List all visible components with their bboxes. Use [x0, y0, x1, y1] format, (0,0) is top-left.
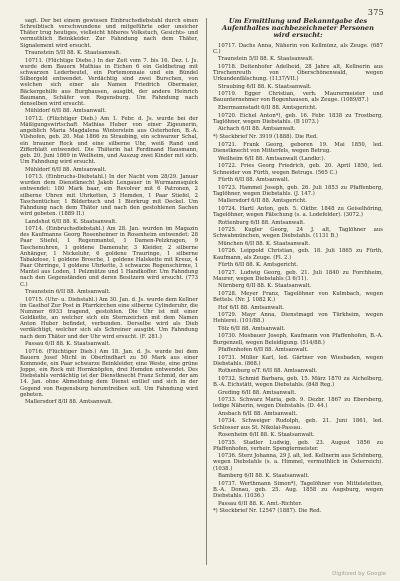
notice-entry: Straubing 6/II 88. K. Staatsanwalt. [218, 83, 312, 90]
notice-entry: München 6/II 88. K. Staatsanwalt. [218, 240, 310, 247]
notice-entry: 10729. Mayr Anna, Dienstmagd von Türkheim, wegen Hehlerei. (101/88.) [213, 312, 383, 325]
notice-entry: Aichach 6/II 88. Amtsanwalt. [218, 126, 296, 133]
notice-entry: 10728. Meyer Franz, Tagelöhner von Kulmbach, wegen Bettels. (Nr. J. 1082 K.) [213, 290, 383, 304]
column-divider [206, 18, 207, 565]
notice-entry: Landshut 6/II 88. K. Staatsanwalt. [25, 218, 117, 225]
notice-entry: 10732. Schmid Barbara, geb. 15. März 1870 zu Aichelberg, B.-A. Eichstätt, wegen Diebstahls. (848 Reg.) [213, 375, 383, 389]
notice-entry: Pfaffenhofen 6/II 88. Amtsanwalt. [218, 347, 309, 354]
notice-entry: 10734. Schweiger Rudolph, geb. 21. Juni 1861, led. Schlosser aus St. Nikolai-Passau. [213, 418, 383, 431]
notice-entry: 10731. Müller Karl, led. Gärtner von Wiesbaden, wegen Diebstahls. (868.) [213, 354, 383, 367]
notice-entry: 10720. Eichel Anton*), geb. 16. Febr. 1838 zu Trostberg, Taglöhner, wegen Diebstahls. (B 1073.) [213, 112, 383, 125]
notice-entry: Nürnberg 6/II 88. K. Staatsanwalt. [218, 283, 312, 290]
notice-entry: Mühldorf 6/II 88. Amtsanwalt. [25, 166, 107, 173]
left-column [20, 18, 198, 565]
notice-entry: sagt. Der bei einem gewissen Einbruchsdiebstahl durch einen Schreibtisch verschwundene und mitgeführte oder unsicher Thäter trug heutiges, vielleicht höheres Volkstuch, Gesichts- und vermuthlich Beinkleider. Zur Fahndung nach dem Thäter, Signalement wird ersucht. [20, 18, 198, 49]
notice-entry: 10724. Hartl Anton, geb. 5. Oktbr. 1848 zu Geiselhöring, Tagelöhner, wegen Fälschung (s. a. Lodefelder). (3072.) [213, 205, 383, 219]
notice-entry: 10713. (Einbruchs-Diebstahl.) In der Nacht vom 28/29. Januar wurden dem Dienstknecht Jakob Lengauer in Wurmannsquick entwendet: 180 Mark baar, ein Revolver mit 6 Patronen, 2 silberne Uhren mit Uhrketten, 3 Hemden, 1 Paar Stiefel, 2 Taschentücher, 1 Bilderbuch und 1 Bierkrug mit Deckel. Um Fahndung nach dem Thäter und nach den gestohlenen Sachen wird gebeten. (1889 II.) [20, 174, 198, 218]
notice-entry: Fürth 6/II 88. K. Amtsgericht. [218, 262, 298, 269]
section-heading: Um Ermittlung und Bekanntgabe des Aufenthaltes nachbezeichneter Personen wird ersucht: [222, 18, 374, 40]
notice-entry: Ebermannstadt 6/II 88. Amtsgericht. [218, 104, 317, 111]
notice-entry: Traunstein 5/II 88. K. Staatsanwalt. [25, 50, 121, 57]
notice-entry: Rosenheim 6/II 88. K. Staatsanwalt. [218, 432, 315, 439]
notice-entry: Passau 6/II 88. K. Amt.-Richter. [218, 500, 303, 507]
notice-entry: 10735. Stadler Ludwig, geb. 23. August 1856 zu Pfaffenhofen, verheir. Spenglermeister. [213, 439, 383, 452]
notice-entry: Rottenburg 6/II 88. Amtsanwalt. [218, 219, 305, 226]
notice-entry: 10722. Fries Georg Friedrich, geb. 20. April 1850, led. Schneider von Fürth, wegen Betrugs. (565 C.) [213, 163, 383, 176]
notice-entry: 10736. Sterz Johanna, 29 J. alt, led. Kellnerin aus Schönberg, wegen Diebstahls (s. a. Himmel, vermuthlich in Österreich). (1038.) [213, 453, 383, 472]
right-entries [213, 43, 383, 515]
notice-entry: 10723. Hammel Joseph, geb. 26. Juli 1853 zu Pfaffenberg, Taglöhner, wegen Diebstahls. (J. 147.) [213, 184, 383, 197]
notice-entry: 10721. Frank Georg, geboren 19. Mai 1850, led. Dienstknecht von Mitterfels, wegen Betrug. [213, 142, 383, 155]
notice-entry: 10727. Ludwig Georg, geb. 21. Juli 1840 zu Forchheim, Maurer, wegen Diebstahls (3 6/11). [213, 269, 383, 282]
notice-entry: 10725. Kugler Georg, 24 J. alt, Taglöhner aus Schwabmünchen, wegen Diebstahls. (1131 B.) [213, 227, 383, 240]
notice-entry: Fürth 6/II 88. Amtsanwalt. [218, 177, 290, 184]
notice-entry: 10714. (Einbruchsdiebstahl.) Am 28. Jan. wurden im Magazin des Kaufmanns Georg Rosenheimer in Rosenheim entwendet: 28 Paar Stiefel, 1 Regenmantel, 1 Damen-Pelzkragen, 9 Taschenuhren, 1 goldene Damenuhr, 3 Kleider, 2 silberne Anhänger, 1 Nickeluhr, 6 goldene Trauringe, 1 silberne Tabakdose, 1 goldene Brosche, 1 goldene Halskette mit Kreuz, 4 Paar Ohrringe, 1 goldene Uhrkette, 3 schwarze Regenschirme, 1 Mantel aus Loden, 1 Pelzmütze und 1 Handkoffer. Um Fahndung nach den Gegenständen und deren Besitzern wird ersucht. (773 C.) [20, 226, 198, 288]
notice-entry: 10726. Leippold Christian, geb. 18. Juli 1865 zu Fürth, Kaufmann, als Zeuge. (Fl. 2.) [213, 248, 383, 261]
notice-entry: 10717. Dachs Anna, Näherin von Kellmünz, als Zeuge. (687 C.) [213, 42, 383, 55]
notice-entry: Hof 6/II 88. Amtsanwalt. [218, 304, 285, 311]
notice-entry: Rothenburg o/T. 6/II 88. Amtsanwalt. [218, 368, 318, 375]
notice-entry: 10716. (Flüchtiger Dieb.) Am 18. Jan. d. Js. wurde bei dem Bauern Josef Michl in Oberlindhart zu 50 Mark aus einer Kommode, ein Paar schwarze Beinkleider, eine Weste, eine grüne Joppe, ein Rock mit Hornknöpfen, drei Hemden entwendet. Des Diebstahls verdächtig ist der Dienstknecht Franz Schmid, der am 14. Jan. ohne Abmeldung dem Dienst entlief und sich in der Gegend von Regensburg herumtreiben soll. Um Fahndung wird gebeten. [20, 348, 198, 398]
notice-entry: Bamberg 6/II 88. K. Staatsanwalt. [218, 473, 310, 480]
notice-entry: Mallersdorf 8/II 88. Amtsanwalt. [25, 399, 113, 406]
notice-entry: Weilheim 6/II 88. Amtsanwalt (Landkr.). [218, 155, 326, 162]
notice-entry: Tölz 6/II 88. Amtsanwalt. [218, 325, 286, 332]
notice-entry: 10730. Mosbauer Joseph, Kaufmann von Pfaffenhofen, B.-A. Burgenzell, wegen Beleidigung. (514/88.) [213, 333, 383, 346]
notice-entry: Mühldorf 6/II 88. Amtsanwalt. [25, 108, 107, 115]
notice-entry: 10733. Schwarz Maria, geb. 9. Dezbr. 1867 zu Ebersberg, ledige Näherin, wegen Diebstahls. (D. 44.) [213, 397, 383, 410]
notice-entry: 10712. (Flüchtiger Dieb.) Am 1. Febr. d. Js. wurde bei der Mäßigungswirtschaft Mathias Huber von einer Zigeunerin, angeblich Maria Magdalena Winterstein aus Osterhofen, B.-A. Vilshofen, geb. 20. Mai 1866 zu Straubing, ein schwarzer Schal, ein brauner Rock und eine silberne Uhr, weiß Rand und Zifferblatt entwendet. Die Thäterin hat Ferdinand Hausmann, geb. 20. Juni 1869 in Weilheim, und Auszug zwei Kinder mit sich. Um Fahndung wird ersucht. [20, 115, 198, 165]
notice-entry: Ansbach 6/II 88. Amtsanwalt. [218, 410, 298, 417]
right-column [213, 18, 383, 565]
notice-entry: Greding 6/II 88. Amtsanwalt. [218, 389, 297, 396]
notice-entry: 10718. Deitenhofer Adelheid, 28 Jahre alt, Kellnerin aus Tirschenreuth von Oberschönenwald, wegen Urkundenfälschung. (1137/VII.) [213, 63, 383, 83]
notice-entry: Traunstein 6/II 88. Amtsanwalt. [25, 289, 111, 296]
page-number: 375 [367, 8, 384, 17]
notice-entry: 10719. Egger Christian, verh. Maurermeister und Bauunternehmer von Bogenhausen, als Zeuge. (1089/87.) [213, 91, 383, 104]
notice-entry: 10711. (Flüchtige Diebe.) In der Zeit vom 7. bis 16. Dez. l. Js. wurde dem Bauern Mathias in Eichen 6 ein Geldbetrag mit schwarzen Lederbeutel, ein Portemonnaie und ein Bündel Silbergeld entwendet. Verdächtig sind zwei Burschen, von welchen sich einer als Namen Friedrich Obermaier, Bäckergehilfe aus Burghausen, ausgibt, der andere Heinrich Baumann, Schäfer von Regensburg. Um Fahndung nach denselben wird ersucht. [20, 57, 198, 107]
notice-entry: 10715. (Uhr- u. Diebstahl.) Am 30. Jan. d. Js. wurde dem Kellner im Gasthof Zur Post in Pfarrkirchen eine silberne Cylinderuhr, die Nummer 6933 tragend, gestohlen. Die Uhr ist mit einer Goldkette, an welcher sich ein Sternzeichen mit dem Namen Anton Huber befindet, verbunden. Derselbe wird als Dieb verdächtigt, welcher sich als Schreiner ausgibt. Um Fahndung nach dem Thäter und der Uhr wird ersucht. (F. 281.) [20, 296, 198, 340]
notice-entry: 10737. Werthmann Simon*), Tagelöhner von Mittelstetten, B.-A. Donau, geb. 25. Aug. 1858 zu Augsburg, wegen Diebstahls. (1036.) [213, 480, 383, 500]
signature-line: *) Steckbrief Nr. 3919 (1888). Die Red. [213, 133, 318, 140]
notice-entry: Passau 6/II 88. K. Staatsanwalt. [25, 341, 111, 348]
digitization-watermark: Digitized by Google [332, 571, 386, 577]
notice-entry: Mallersdorf 6/II 88. Amtsgericht. [218, 198, 307, 205]
signature-line: *) Steckbrief Nr. 12547 (1887). Die Red. [213, 508, 322, 515]
notice-entry: Traunstein 5/II 88. K. Staatsanwalt. [218, 56, 314, 63]
